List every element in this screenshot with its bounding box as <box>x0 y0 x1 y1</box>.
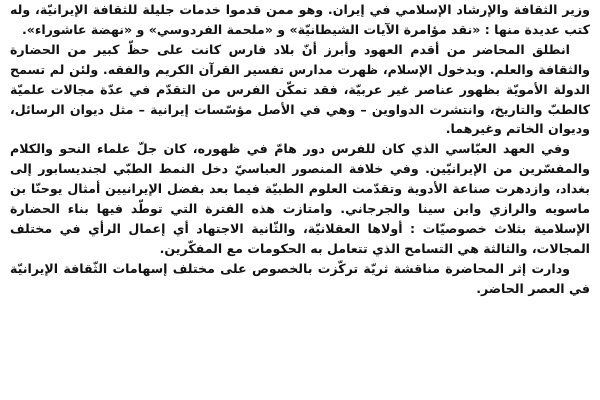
paragraph-abbasid-era: وفي العهد العبّاسي الذي كان للفرس دور هامّ في ظهوره، كان جلّ علماء النحو والكلام والمفسّرين من الإيرانيّين. وفي خلافة المنصور العباسيّ دخل النمط الطبّي لجنديسابور إلى بغداد، وازدهرت صناعة الأدوية وتقدّمت العلوم الطبيّة فيما بعد بفضل الإيرانيين أمثال يوحنّا بن ماسويه والرازي وابن سينا والجرجاني. وامتازت هذه الفترة التي توطّد فيها بناء الحضارة الإسلامية بثلاث خصوصيّات : أولاها العقلانيّة، والثّانية الاجتهاد أي إعمال الرأي في مختلف المجالات، والثالثة هي التسامح الذي تتعامل به الحكومات مع المفكّرين. <box>10 141 590 256</box>
paragraph-discussion: ودارت إثر المحاضرة مناقشة ثريّة تركّزت بالخصوص على مختلف إسهامات الثّقافة الإيرانيّة في العصر الحاضر. <box>10 260 590 296</box>
paragraph-ancient-persia: انطلق المحاضر من أقدم العهود وأبرز أنّ بلاد فارس كانت على حظّ كبير من الحضارة والثقافة والعلم. وبدخول الإسلام، ظهرت مدارس تفسير القرآن الكريم والفقه. ولئن لم تسمح الدولة الأمويّة بظهور عناصر غير عربيّة، فقد تمكّن الفرس من التقدّم في عدّة مجالات علميّة كالطبّ والتاريخ، وانتشرت الدواوين – وهي في الأصل مؤسّسات إيرانية – مثل ديوان الرسائل، وديوان الخاتم وغيرهما. <box>10 41 590 137</box>
paragraph-intro: وزير الثقافة والإرشاد الإسلامي في إيران. وهو ممن قدموا خدمات جليلة للثقافة الإيرانيّة، وله كتب عديدة منها : «نقد مؤامرة الآيات الشيطانيّة» و «ملحمة الفردوسي» و «نهضة عاشوراء». <box>10 2 590 37</box>
document-page <box>10 0 590 400</box>
